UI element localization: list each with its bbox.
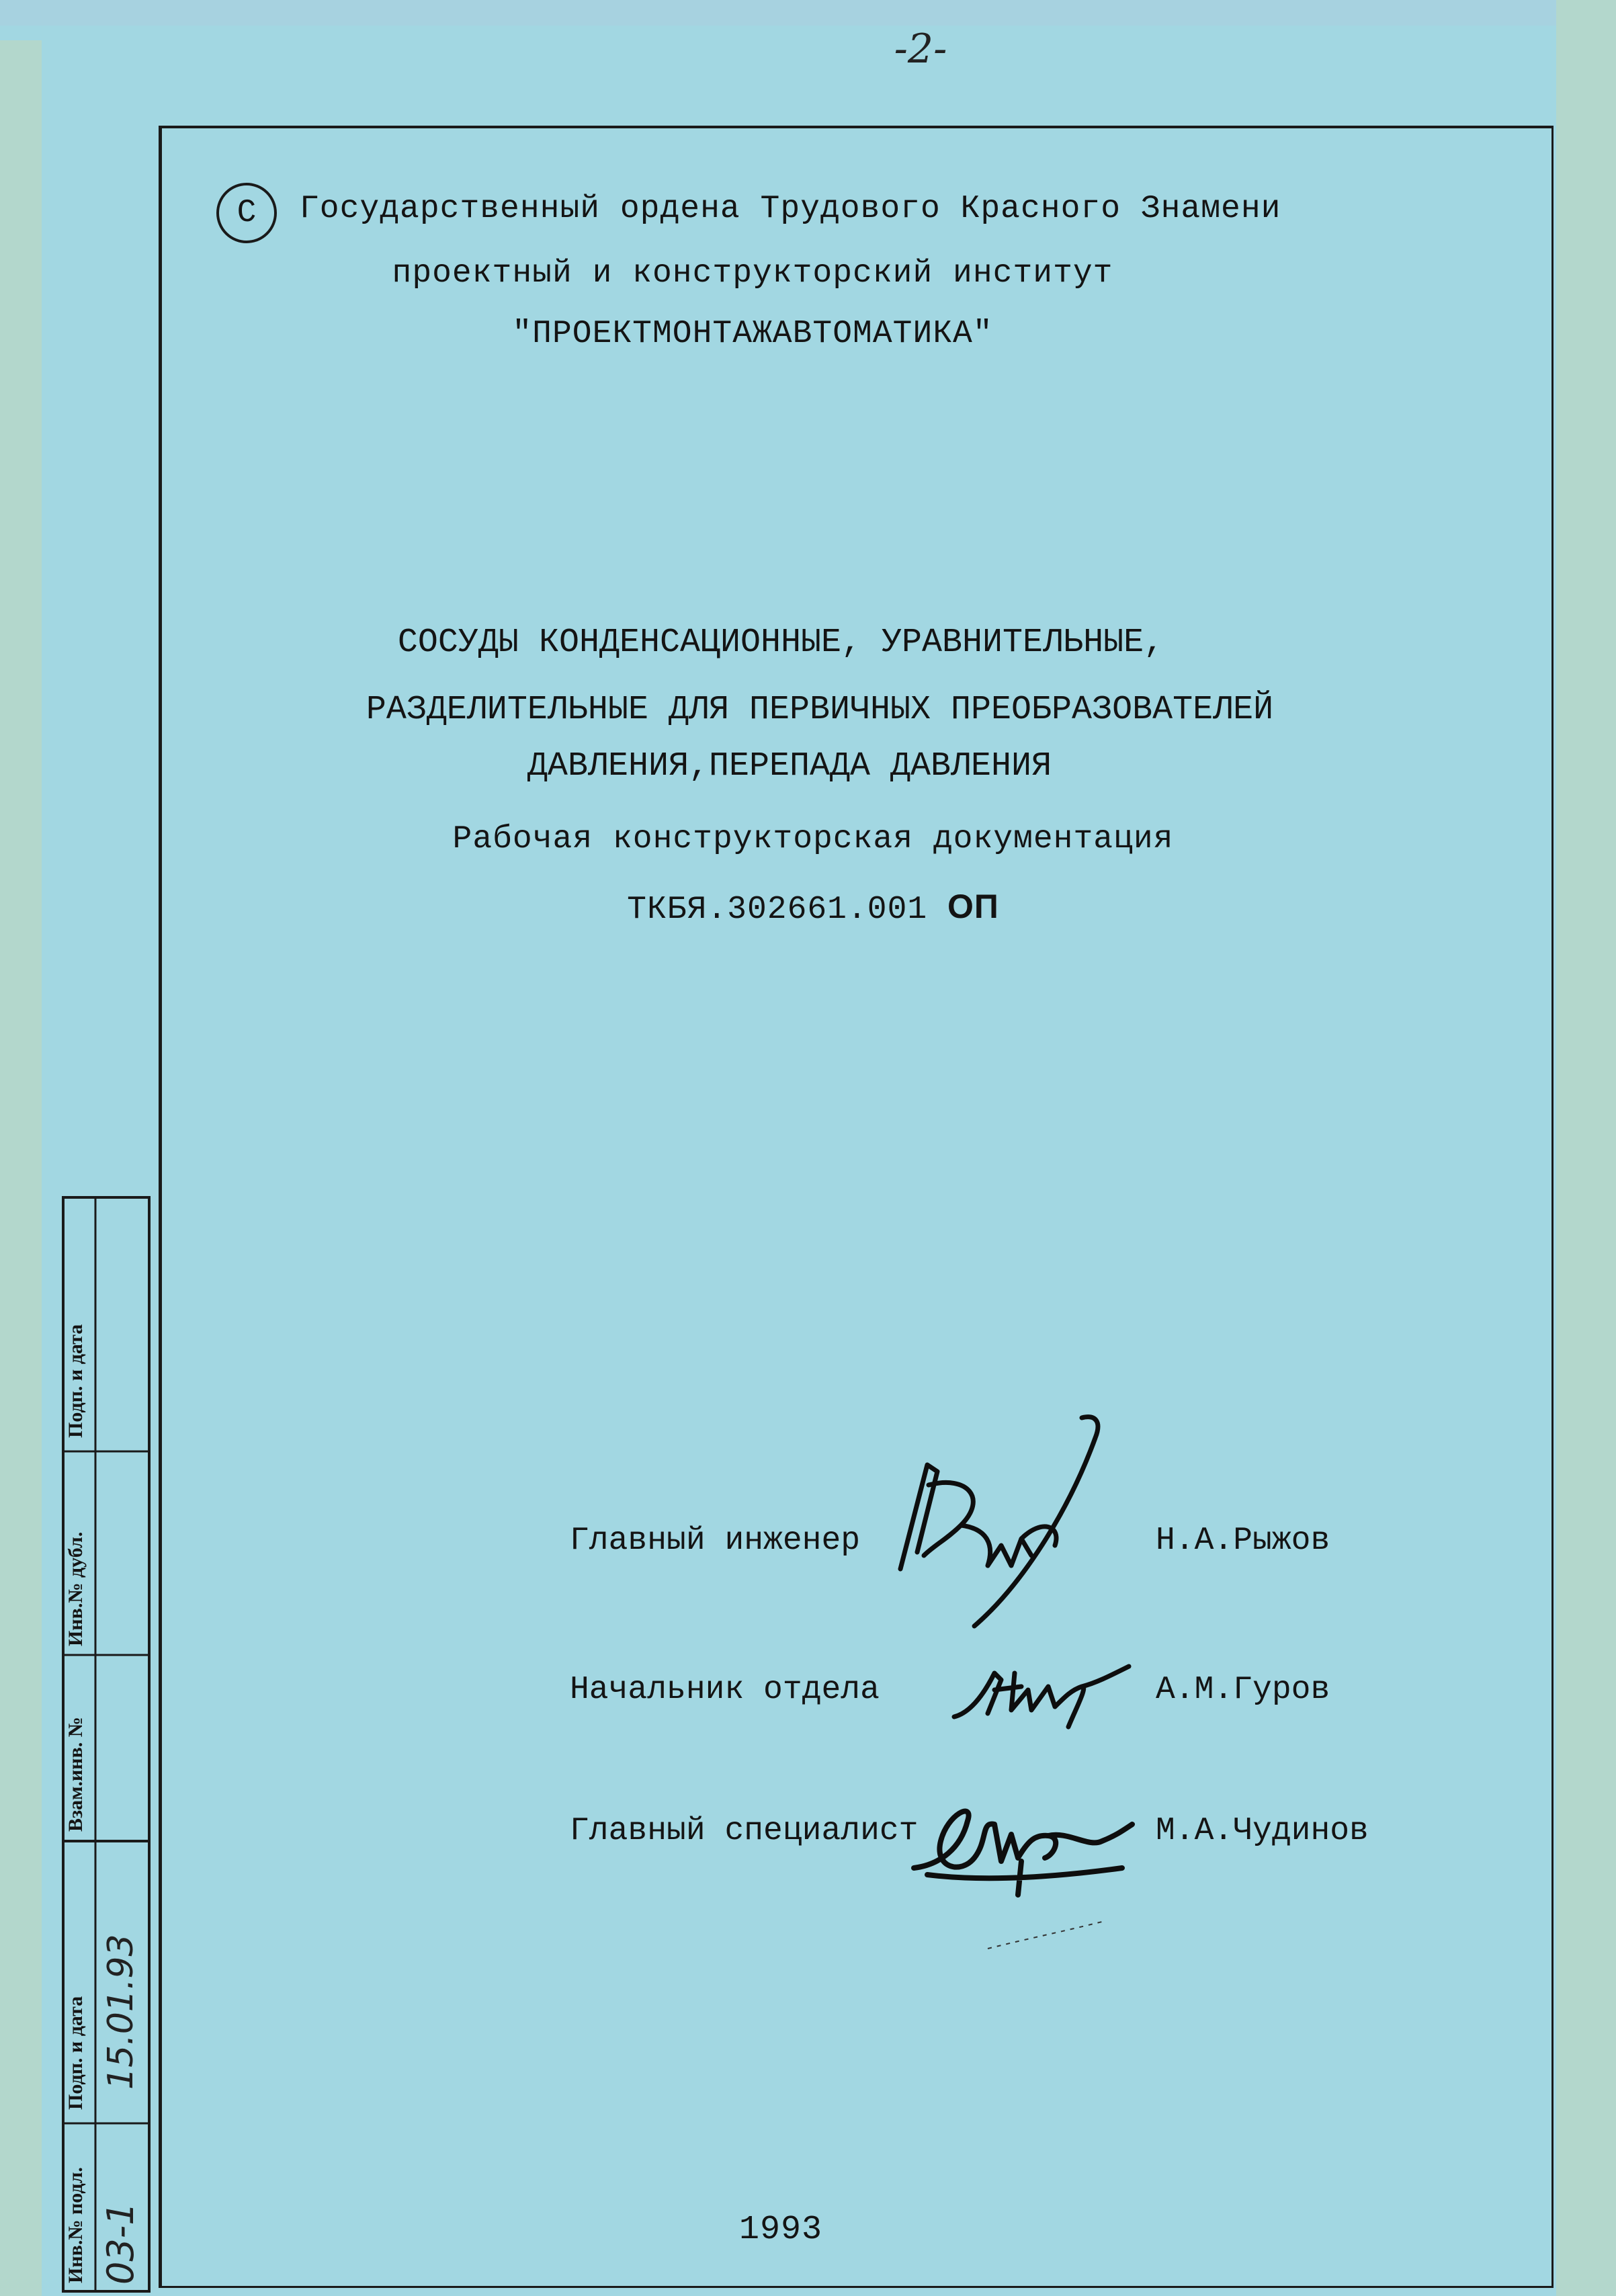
- signature-image-1: [887, 1411, 1203, 1640]
- signature-position-3: Главный специалист: [570, 1813, 919, 1849]
- signature-name-2: А.М.Гуров: [1156, 1672, 1330, 1708]
- document-year: 1993: [738, 2211, 823, 2249]
- stamp-label-replace-inv: Взам.инв. №: [65, 1717, 87, 1832]
- stamp-label-sign-date-2: Подп. и дата: [65, 1324, 87, 1438]
- document-code-suffix: ОП: [947, 888, 999, 925]
- stamp-label-sign-date-1: Подп. и дата: [65, 1996, 87, 2110]
- institute-line-1: Государственный ордена Трудового Красного Знамени: [300, 191, 1281, 227]
- scan-top-edge: [0, 0, 1556, 26]
- document-subtitle: Рабочая конструкторская документация: [452, 821, 1174, 857]
- document-code-line: [627, 887, 999, 928]
- drawing-frame: [159, 126, 1554, 2288]
- signature-image-2: [947, 1653, 1136, 1740]
- stamp-handwritten-date: 15.01.93: [101, 1934, 141, 2090]
- stamp-label-inv-original: Инв.№ подл.: [65, 2167, 87, 2283]
- signature-position-1: Главный инженер: [570, 1523, 861, 1559]
- stamp-label-inv-duplicate: Инв.№ дубл.: [65, 1531, 87, 1646]
- document-title-line-3: ДАВЛЕНИЯ,ПЕРЕПАДА ДАВЛЕНИЯ: [527, 747, 1052, 785]
- institute-line-3: "ПРОЕКТМОНТАЖАВТОМАТИКА": [512, 316, 993, 352]
- document-code: ТКБЯ.302661.001: [627, 892, 928, 928]
- document-title-line-1: СОСУДЫ КОНДЕНСАЦИОННЫЕ, УРАВНИТЕЛЬНЫЕ,: [397, 624, 1164, 662]
- signature-name-1: Н.А.Рыжов: [1156, 1523, 1330, 1559]
- scan-right-edge: [1556, 0, 1616, 2296]
- page-number: -2-: [894, 26, 947, 73]
- signature-name-3: М.А.Чудинов: [1156, 1813, 1369, 1849]
- copyright-mark: C: [216, 183, 277, 243]
- institute-line-2: проектный и конструкторский институт: [392, 255, 1113, 292]
- scan-left-edge: [0, 40, 42, 2296]
- approval-stamp-block: [62, 1196, 151, 2294]
- signature-position-2: Начальник отдела: [570, 1672, 880, 1708]
- signature-image-3: [900, 1794, 1162, 1969]
- document-title-line-2: РАЗДЕЛИТЕЛЬНЫЕ ДЛЯ ПЕРВИЧНЫХ ПРЕОБРАЗОВАТЕЛЕЙ: [366, 691, 1274, 729]
- stamp-handwritten-inv: 03-1: [99, 2202, 142, 2285]
